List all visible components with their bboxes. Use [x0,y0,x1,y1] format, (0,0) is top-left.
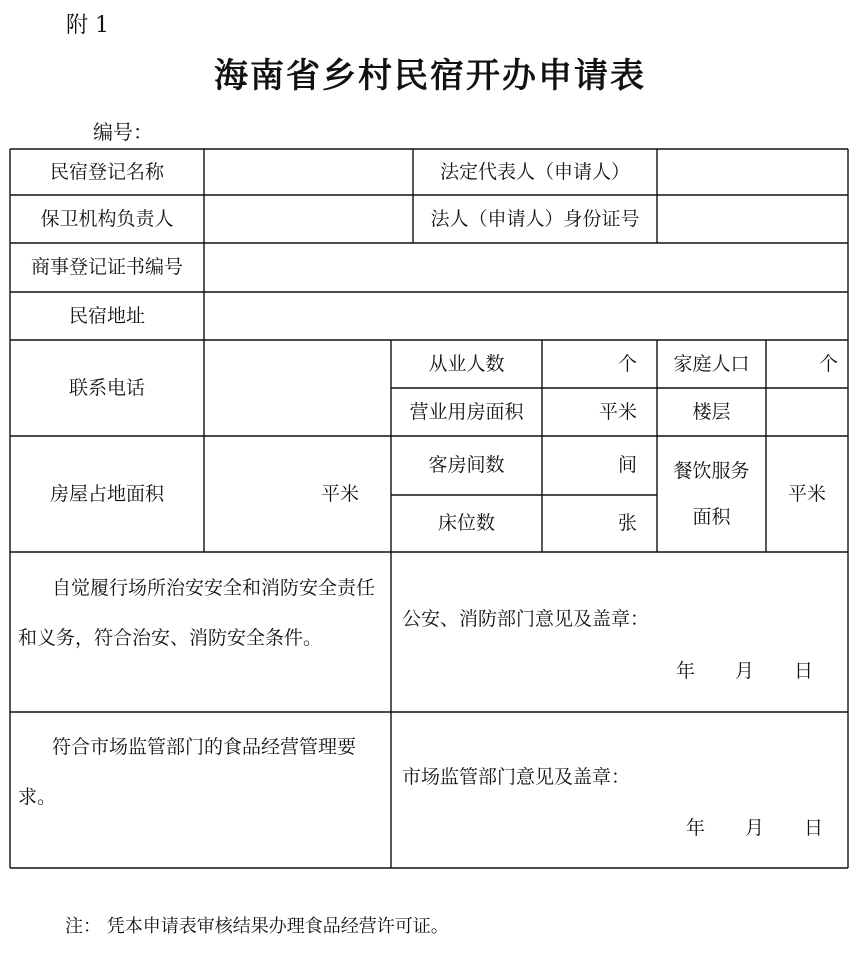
rooms-unit[interactable]: 间 [617,454,637,477]
business-reg-label: 商事登记证书编号 [30,256,183,279]
land-area-unit[interactable]: 平米 [320,482,359,505]
beds-unit[interactable]: 张 [617,512,637,535]
legal-rep-field[interactable] [657,149,848,195]
security-date[interactable] [676,656,813,683]
security-head-field[interactable] [204,195,413,243]
employees-label: 从业人数 [428,352,505,375]
phone-label: 联系电话 [68,376,145,399]
security-year: 年 [676,660,696,682]
rooms-label: 客房间数 [428,454,505,477]
employees-unit[interactable]: 个 [617,352,637,375]
catering-label-line1: 餐饮服务 [673,460,750,482]
business-area-label: 营业用房面积 [409,400,524,423]
food-year: 年 [686,817,706,839]
homestay-name-field[interactable] [204,149,413,195]
page-title: 海南省乡村民宿开办申请表 [214,56,646,96]
food-date[interactable] [686,813,823,840]
address-label: 民宿地址 [68,304,145,327]
family-unit[interactable]: 个 [818,352,838,375]
security-declaration-text: 自觉履行场所治安安全和消防安全责任和义务，符合治安、消防安全条件。 [18,577,376,649]
security-month: 月 [735,660,755,682]
food-day: 日 [804,817,824,839]
footer-note: 注： 凭本申请表审核结果办理食品经营许可证。 [65,916,449,937]
family-label: 家庭人口 [673,352,750,375]
food-month: 月 [745,817,765,839]
catering-label-line2: 面积 [692,506,731,528]
id-number-label: 法人（申请人）身份证号 [430,207,640,230]
homestay-name-label: 民宿登记名称 [49,160,164,183]
catering-area-unit[interactable]: 平米 [787,482,826,505]
form-number-label: 编号： [93,120,153,144]
food-declaration-text: 符合市场监管部门的食品经营管理要求。 [18,736,357,808]
id-number-field[interactable] [657,195,848,243]
food-opinion-label: 市场监管部门意见及盖章： [402,766,631,788]
security-opinion-label: 公安、消防部门意见及盖章： [402,608,650,630]
address-field[interactable] [204,292,848,340]
business-area-unit[interactable]: 平米 [598,400,637,423]
phone-field[interactable] [204,340,391,436]
security-day: 日 [794,660,814,682]
attachment-label: 附 1 [66,13,109,38]
beds-label: 床位数 [437,512,495,535]
land-area-label: 房屋占地面积 [49,482,164,505]
floors-field[interactable] [766,388,848,436]
floors-label: 楼层 [692,400,731,423]
security-head-label: 保卫机构负责人 [40,207,174,230]
catering-area-label [657,436,766,552]
business-reg-field[interactable] [204,243,848,292]
legal-rep-label: 法定代表人（申请人） [439,160,630,183]
